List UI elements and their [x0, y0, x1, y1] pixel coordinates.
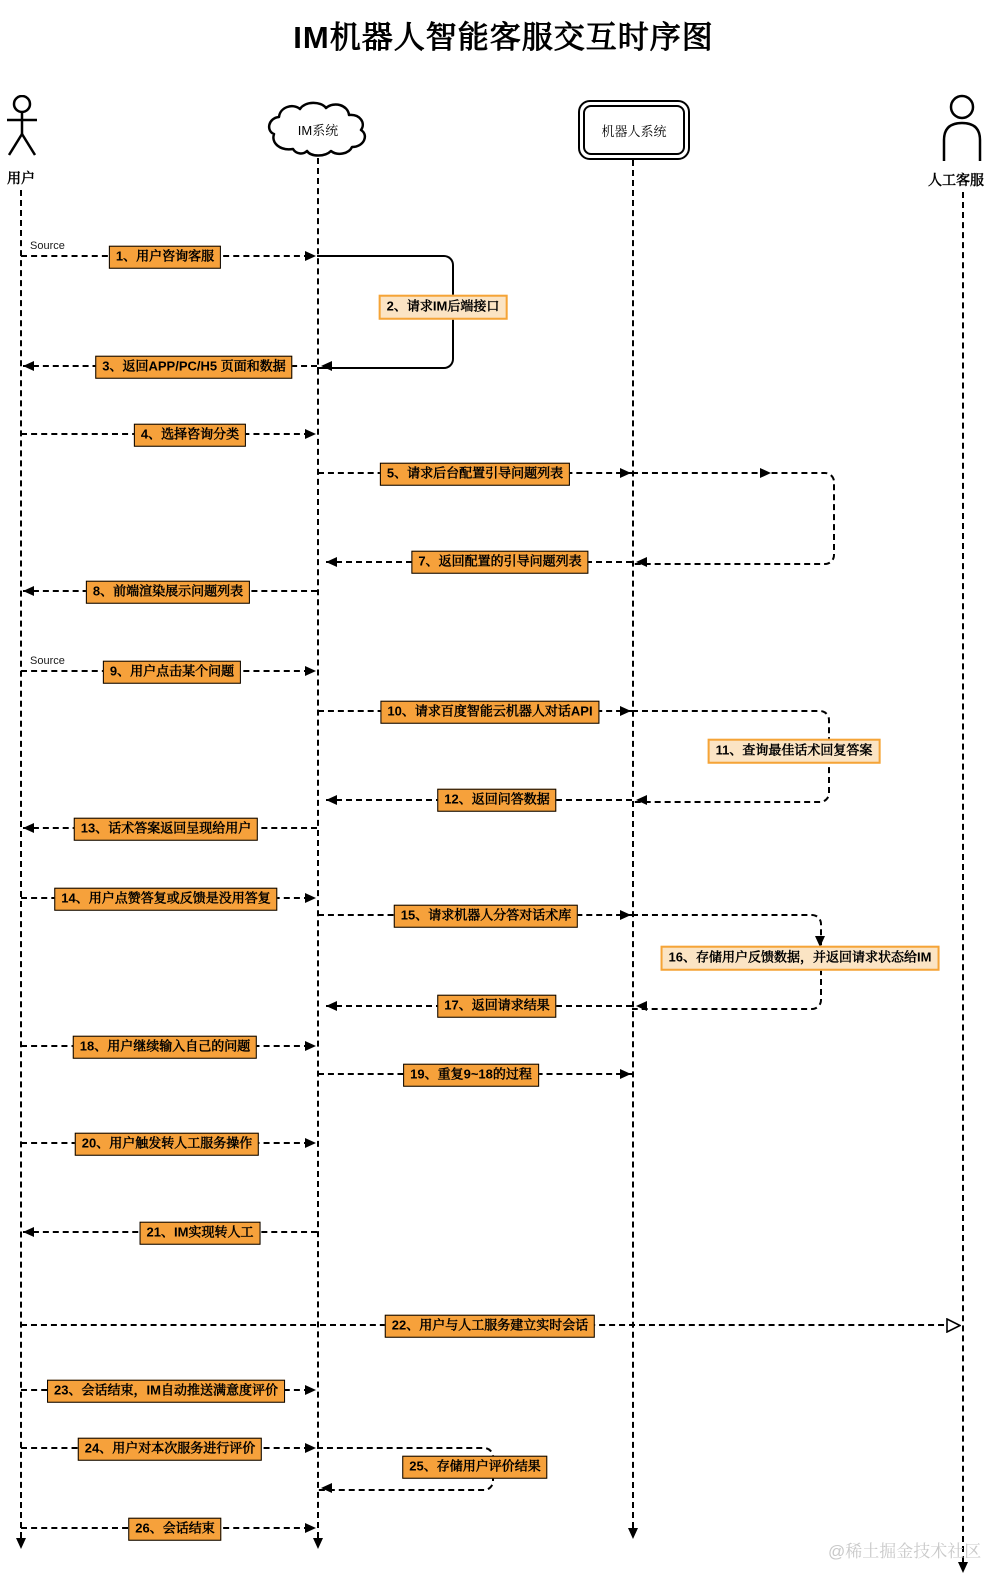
message-label-18: 18、用户继续输入自己的问题 — [73, 1036, 257, 1059]
arrowhead-right-23 — [305, 1385, 316, 1395]
watermark: @稀土掘金技术社区 — [828, 1542, 982, 1561]
stick-figure-icon — [4, 95, 40, 159]
arrowhead-left-25 — [321, 1483, 332, 1493]
lifeline-end-arrow-user — [16, 1538, 26, 1549]
lifeline-end-arrow-im — [313, 1538, 323, 1549]
message-label-10: 10、请求百度智能云机器人对话API — [380, 701, 599, 724]
arrowhead-right-5 — [620, 468, 631, 478]
arrowhead-left-17 — [326, 1001, 337, 1011]
message-label-9: 9、用户点击某个问题 — [103, 661, 241, 684]
diagram-title: IM机器人智能客服交互时序图 — [293, 20, 714, 55]
message-label-17: 17、返回请求结果 — [437, 995, 556, 1018]
message-label-21: 21、IM实现转人工 — [140, 1222, 261, 1245]
arrowhead-left-2 — [321, 361, 332, 371]
message-label-16: 16、存储用户反馈数据，并返回请求状态给IM — [661, 946, 940, 971]
actor-label-im: IM系统 — [297, 122, 339, 138]
arrowhead-right-19 — [620, 1069, 631, 1079]
message-label-1: 1、用户咨询客服 — [109, 246, 221, 269]
message-label-19: 19、重复9~18的过程 — [403, 1064, 539, 1087]
message-label-26: 26、会话结束 — [128, 1518, 221, 1541]
lifeline-agent — [962, 192, 964, 1562]
message-label-25: 25、存储用户评价结果 — [402, 1456, 547, 1479]
source-marker-1: Source — [30, 240, 65, 252]
arrowhead-right-4 — [305, 429, 316, 439]
arrowhead-left-6 — [636, 557, 647, 567]
actor-label-user: 用户 — [7, 170, 35, 186]
lifeline-end-arrow-agent — [958, 1562, 968, 1573]
actor-label-agent: 人工客服 — [928, 172, 984, 188]
arrowhead-right-20 — [305, 1138, 316, 1148]
source-marker-2: Source — [30, 655, 65, 667]
message-label-2: 2、请求IM后端接口 — [379, 295, 508, 320]
message-label-3: 3、返回APP/PC/H5 页面和数据 — [95, 356, 292, 379]
message-label-7: 7、返回配置的引导问题列表 — [411, 551, 588, 574]
robot-system-box — [578, 100, 690, 160]
arrowhead-left-13 — [23, 823, 34, 833]
arrowhead-left-7 — [326, 557, 337, 567]
arrowhead-right-24 — [305, 1443, 316, 1453]
message-label-20: 20、用户触发转人工服务操作 — [75, 1133, 259, 1156]
arrowhead-left-8 — [23, 586, 34, 596]
message-label-13: 13、话术答案返回呈现给用户 — [74, 818, 258, 841]
message-label-24: 24、用户对本次服务进行评价 — [78, 1438, 262, 1461]
lifeline-end-arrow-robot — [628, 1528, 638, 1539]
self-call-loop-6 — [632, 472, 835, 565]
message-label-14: 14、用户点赞答复或反馈是没用答复 — [54, 888, 277, 911]
lifeline-robot — [632, 160, 634, 1528]
arrowhead-right-9 — [305, 666, 316, 676]
message-label-11: 11、查询最佳话术回复答案 — [708, 739, 881, 764]
arrowhead-left-11-return — [636, 795, 647, 805]
message-label-12: 12、返回问答数据 — [437, 789, 556, 812]
arrowhead-left-21 — [23, 1227, 34, 1237]
message-label-5: 5、请求后台配置引导问题列表 — [380, 463, 570, 486]
arrowhead-right-6 — [760, 468, 771, 478]
message-label-4: 4、选择咨询分类 — [134, 424, 246, 447]
message-label-23: 23、会话结束，IM自动推送满意度评价 — [47, 1380, 285, 1403]
arrowhead-right-18 — [305, 1041, 316, 1051]
lifeline-user — [20, 190, 22, 1538]
arrowhead-right-15 — [620, 910, 631, 920]
arrowhead-left-12 — [326, 795, 337, 805]
arrowhead-right-1 — [305, 251, 316, 261]
arrowhead-left-16-return — [636, 1001, 647, 1011]
actor-label-robot: 机器人系统 — [601, 123, 667, 139]
arrowhead-right-26 — [305, 1523, 316, 1533]
arrowhead-right-14 — [305, 893, 316, 903]
message-label-15: 15、请求机器人分答对话术库 — [394, 905, 578, 928]
message-label-22: 22、用户与人工服务建立实时会话 — [385, 1315, 595, 1338]
person-icon — [938, 94, 986, 164]
arrowhead-open-22 — [946, 1318, 961, 1333]
arrowhead-left-3 — [23, 361, 34, 371]
arrowhead-right-10 — [620, 706, 631, 716]
message-label-8: 8、前端渲染展示问题列表 — [86, 581, 250, 604]
